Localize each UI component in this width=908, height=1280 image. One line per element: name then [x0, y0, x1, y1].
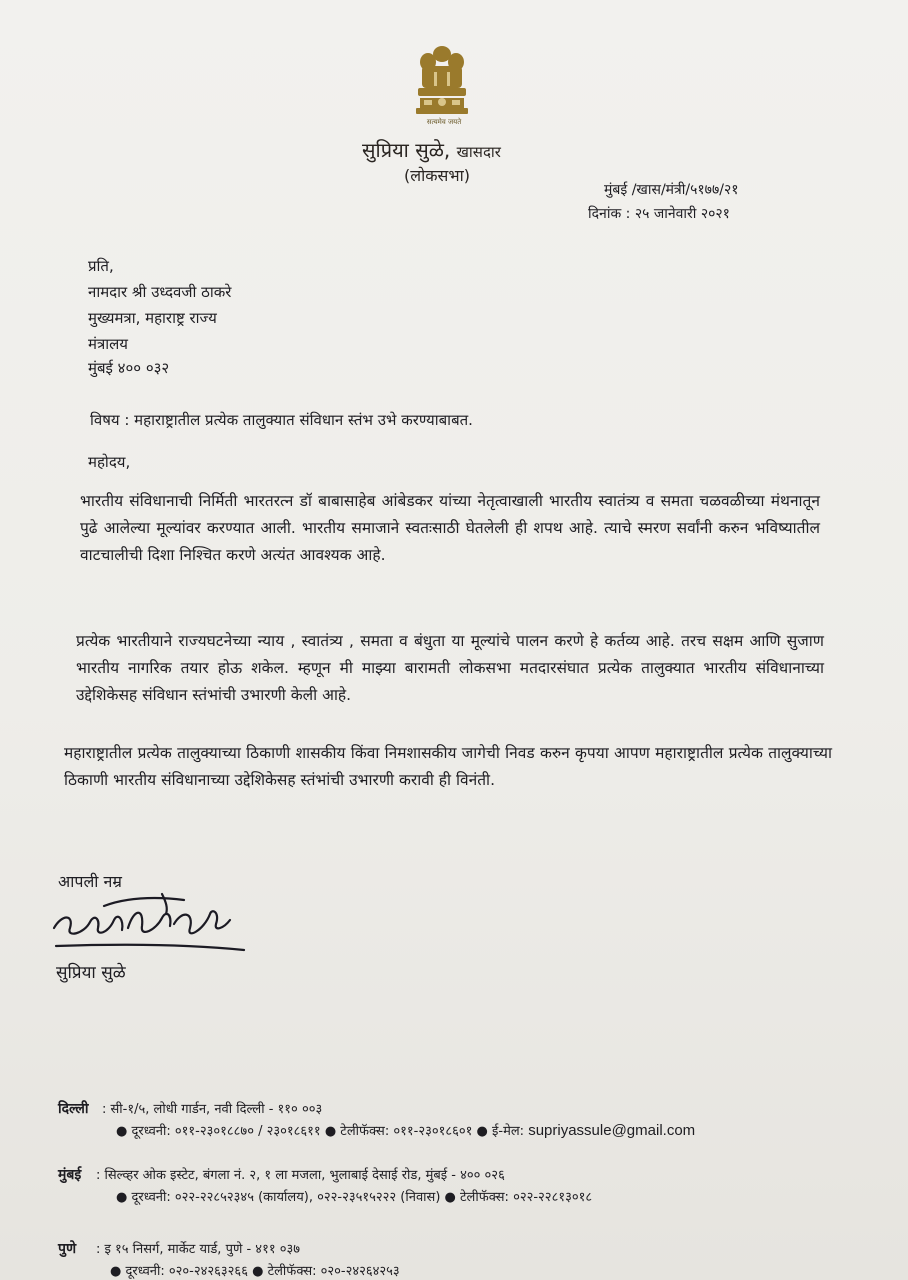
closing: आपली नम्र [58, 872, 122, 891]
salutation: महोदय, [88, 453, 131, 471]
signer-name: सुप्रिया सुळे [56, 963, 126, 983]
letter-date: दिनांक : २५ जानेवारी २०२१ [588, 206, 730, 222]
reference-number: मुंबई /खास/मंत्री/५१७७/२१ [604, 182, 739, 198]
footer-city-delhi: दिल्ली [58, 1101, 89, 1117]
sender-title: खासदार [456, 143, 501, 161]
body-paragraph: महाराष्ट्रातील प्रत्येक तालुक्याच्या ठिकाणी शासकीय किंवा निमशासकीय जागेची निवड करुन कृपया आपण महाराष्ट्रातील प्रत्येक तालुक्याच्या ठिकाणी भारतीय संविधानाच्या उद्देशिकेसह स्तंभांची उभारणी करावी ही विनंती. [64, 744, 832, 789]
recipient-line: मुख्यमत्रा, महाराष्ट्र राज्य [88, 309, 217, 327]
subject-line: विषय : महाराष्ट्रातील प्रत्येक तालुक्यात संविधान स्तंभ उभे करण्याबाबत. [90, 411, 473, 429]
recipient-line: प्रति, [88, 257, 114, 275]
body-paragraph: भारतीय संविधानाची निर्मिती भारतरत्न डॉ बाबासाहेब आंबेडकर यांच्या नेतृत्वाखाली भारतीय स्वातंत्र्य व समता चळवळीच्या मंथनातून पुढे आलेल्या मूल्यांवर करण्यात आली. भारतीय समाजाने स्वतःसाठी घेतलेली ही शपथ आहे. त्याचे स्मरण सर्वांनी करुन भविष्यातील वाटचालीची दिशा निश्चित करणे अत्यंत आवश्यक आहे. [80, 492, 820, 564]
footer-address-pune: : इ १५ निसर्ग, मार्केट यार्ड, पुणे - ४११ ०३७ [96, 1242, 301, 1257]
recipient-line: मंत्रालय [88, 335, 129, 353]
footer-city-pune: पुणे [58, 1241, 77, 1257]
body-paragraph: प्रत्येक भारतीयाने राज्यघटनेच्या न्याय , स्वातंत्र्य , समता व बंधुता या मूल्यांचे पालन करणे हे कर्तव्य आहे. तरच सक्षम आणि सुजाण भारतीय नागरिक तयार होऊ शकेल. म्हणून मी माझ्या बारामती लोकसभा मतदारसंघात प्रत्येक तालुक्यात भारतीय संविधानाच्या उद्देशिकेसह संविधान स्तंभांची उभारणी केली आहे. [76, 632, 824, 704]
footer-address-delhi: : सी-१/५, लोधी गार्डन, नवी दिल्ली - ११० ००३ [102, 1102, 323, 1117]
sender-name [362, 136, 501, 163]
emblem-motto: सत्यमेव जयते [426, 118, 462, 126]
sender-name-text: सुप्रिया सुळे, [362, 138, 451, 162]
footer-city-mumbai: मुंबई [58, 1167, 82, 1183]
recipient-line: नामदार श्री उध्दवजी ठाकरे [88, 283, 232, 301]
footer-contact-pune: ● दूरध्वनी: ०२०-२४२६३२६६ ● टेलीफॅक्स: ०२०-२४२६४२५३ [110, 1264, 400, 1279]
footer-address-mumbai: : सिल्व्हर ओक इस्टेट, बंगला नं. २, १ ला मजला, भुलाबाई देसाई रोड, मुंबई - ४०० ०२६ [96, 1168, 505, 1183]
footer-email-link[interactable]: supriyassule@gmail.com [528, 1122, 696, 1139]
signature-icon [44, 884, 254, 964]
sender-house: (लोकसभा) [404, 166, 470, 185]
footer-contact-delhi-text: ● दूरध्वनी: ०११-२३०१८८७० / २३०१८६११ ● टेलीफॅक्स: ०११-२३०१८६०१ ● ई-मेल: [116, 1124, 525, 1139]
national-emblem-icon [414, 44, 470, 122]
footer-contact-mumbai: ● दूरध्वनी: ०२२-२२८५२३४५ (कार्यालय), ०२२-२३५१५२२२ (निवास) ● टेलीफॅक्स: ०२२-२२८१३०१८ [116, 1190, 593, 1205]
recipient-line: मुंबई ४०० ०३२ [88, 359, 170, 377]
footer-contact-delhi [116, 1121, 695, 1139]
